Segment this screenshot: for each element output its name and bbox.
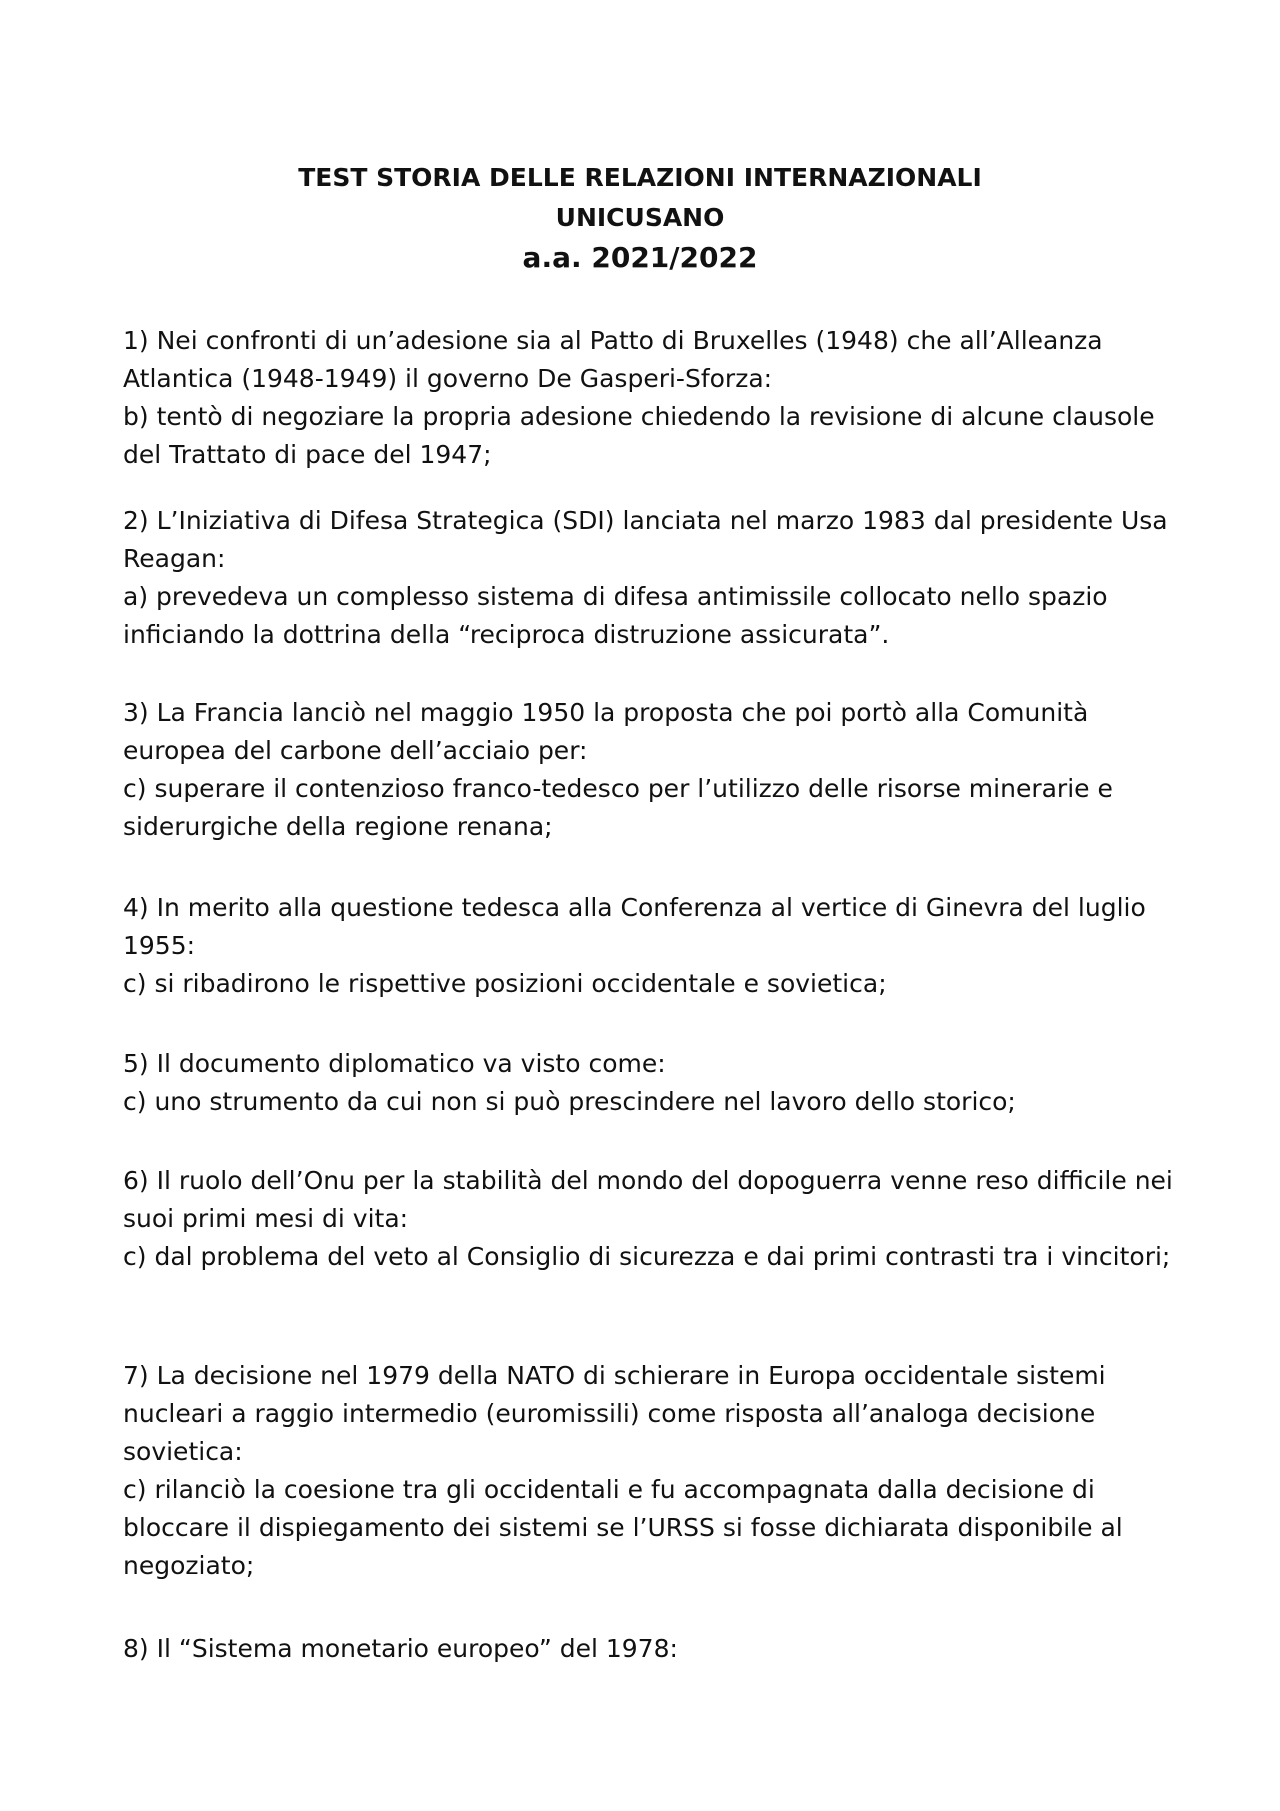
question-block-3 (123, 694, 1173, 846)
academic-year: a.a. 2021/2022 (522, 241, 758, 274)
answer-text: c) si ribadirono le rispettive posizioni occidentale e sovietica; (123, 969, 887, 998)
question-text: 5) Il documento diplomatico va visto come: (123, 1049, 666, 1078)
answer-text: c) uno strumento da cui non si può prescindere nel lavoro dello storico; (123, 1087, 1016, 1116)
question-block-6 (123, 1162, 1173, 1276)
institution-name: UNICUSANO (555, 203, 725, 232)
question-text: 6) Il ruolo dell’Onu per la stabilità del mondo del dopoguerra venne reso difficile nei suoi primi mesi di vita: (123, 1166, 1173, 1233)
question-block-7 (123, 1357, 1173, 1585)
question-text: 3) La Francia lanciò nel maggio 1950 la proposta che poi portò alla Comunità europea del carbone dell’acciaio per: (123, 698, 1089, 765)
document-header (0, 158, 1280, 278)
question-block-8 (123, 1630, 1173, 1668)
document-title: TEST STORIA DELLE RELAZIONI INTERNAZIONALI (298, 163, 982, 192)
answer-text: a) prevedeva un complesso sistema di difesa antimissile collocato nello spazio inficiando la dottrina della “reciproca distruzione assicurata”. (123, 582, 1108, 649)
question-block-1 (123, 322, 1173, 474)
answer-text: c) rilanciò la coesione tra gli occidentali e fu accompagnata dalla decisione di bloccare il dispiegamento dei sistemi se l’URSS si fosse dichiarata disponibile al negoziato; (123, 1475, 1123, 1580)
answer-text: b) tentò di negoziare la propria adesione chiedendo la revisione di alcune clausole del Trattato di pace del 1947; (123, 402, 1155, 469)
answer-text: c) superare il contenzioso franco-tedesco per l’utilizzo delle risorse minerarie e siderurgiche della regione renana; (123, 774, 1113, 841)
question-text: 8) Il “Sistema monetario europeo” del 1978: (123, 1634, 678, 1663)
answer-text: c) dal problema del veto al Consiglio di sicurezza e dai primi contrasti tra i vincitori; (123, 1242, 1171, 1271)
question-text: 7) La decisione nel 1979 della NATO di schierare in Europa occidentale sistemi nucleari a raggio intermedio (euromissili) come risposta all’analoga decisione sovietica: (123, 1361, 1106, 1466)
question-block-4 (123, 889, 1173, 1003)
question-text: 2) L’Iniziativa di Difesa Strategica (SDI) lanciata nel marzo 1983 dal presidente Usa Reagan: (123, 506, 1168, 573)
question-text: 4) In merito alla questione tedesca alla Conferenza al vertice di Ginevra del luglio 1955: (123, 893, 1146, 960)
question-block-2 (123, 502, 1173, 654)
question-block-5 (123, 1045, 1173, 1121)
question-text: 1) Nei confronti di un’adesione sia al Patto di Bruxelles (1948) che all’Alleanza Atlantica (1948-1949) il governo De Gasperi-Sforza: (123, 326, 1103, 393)
